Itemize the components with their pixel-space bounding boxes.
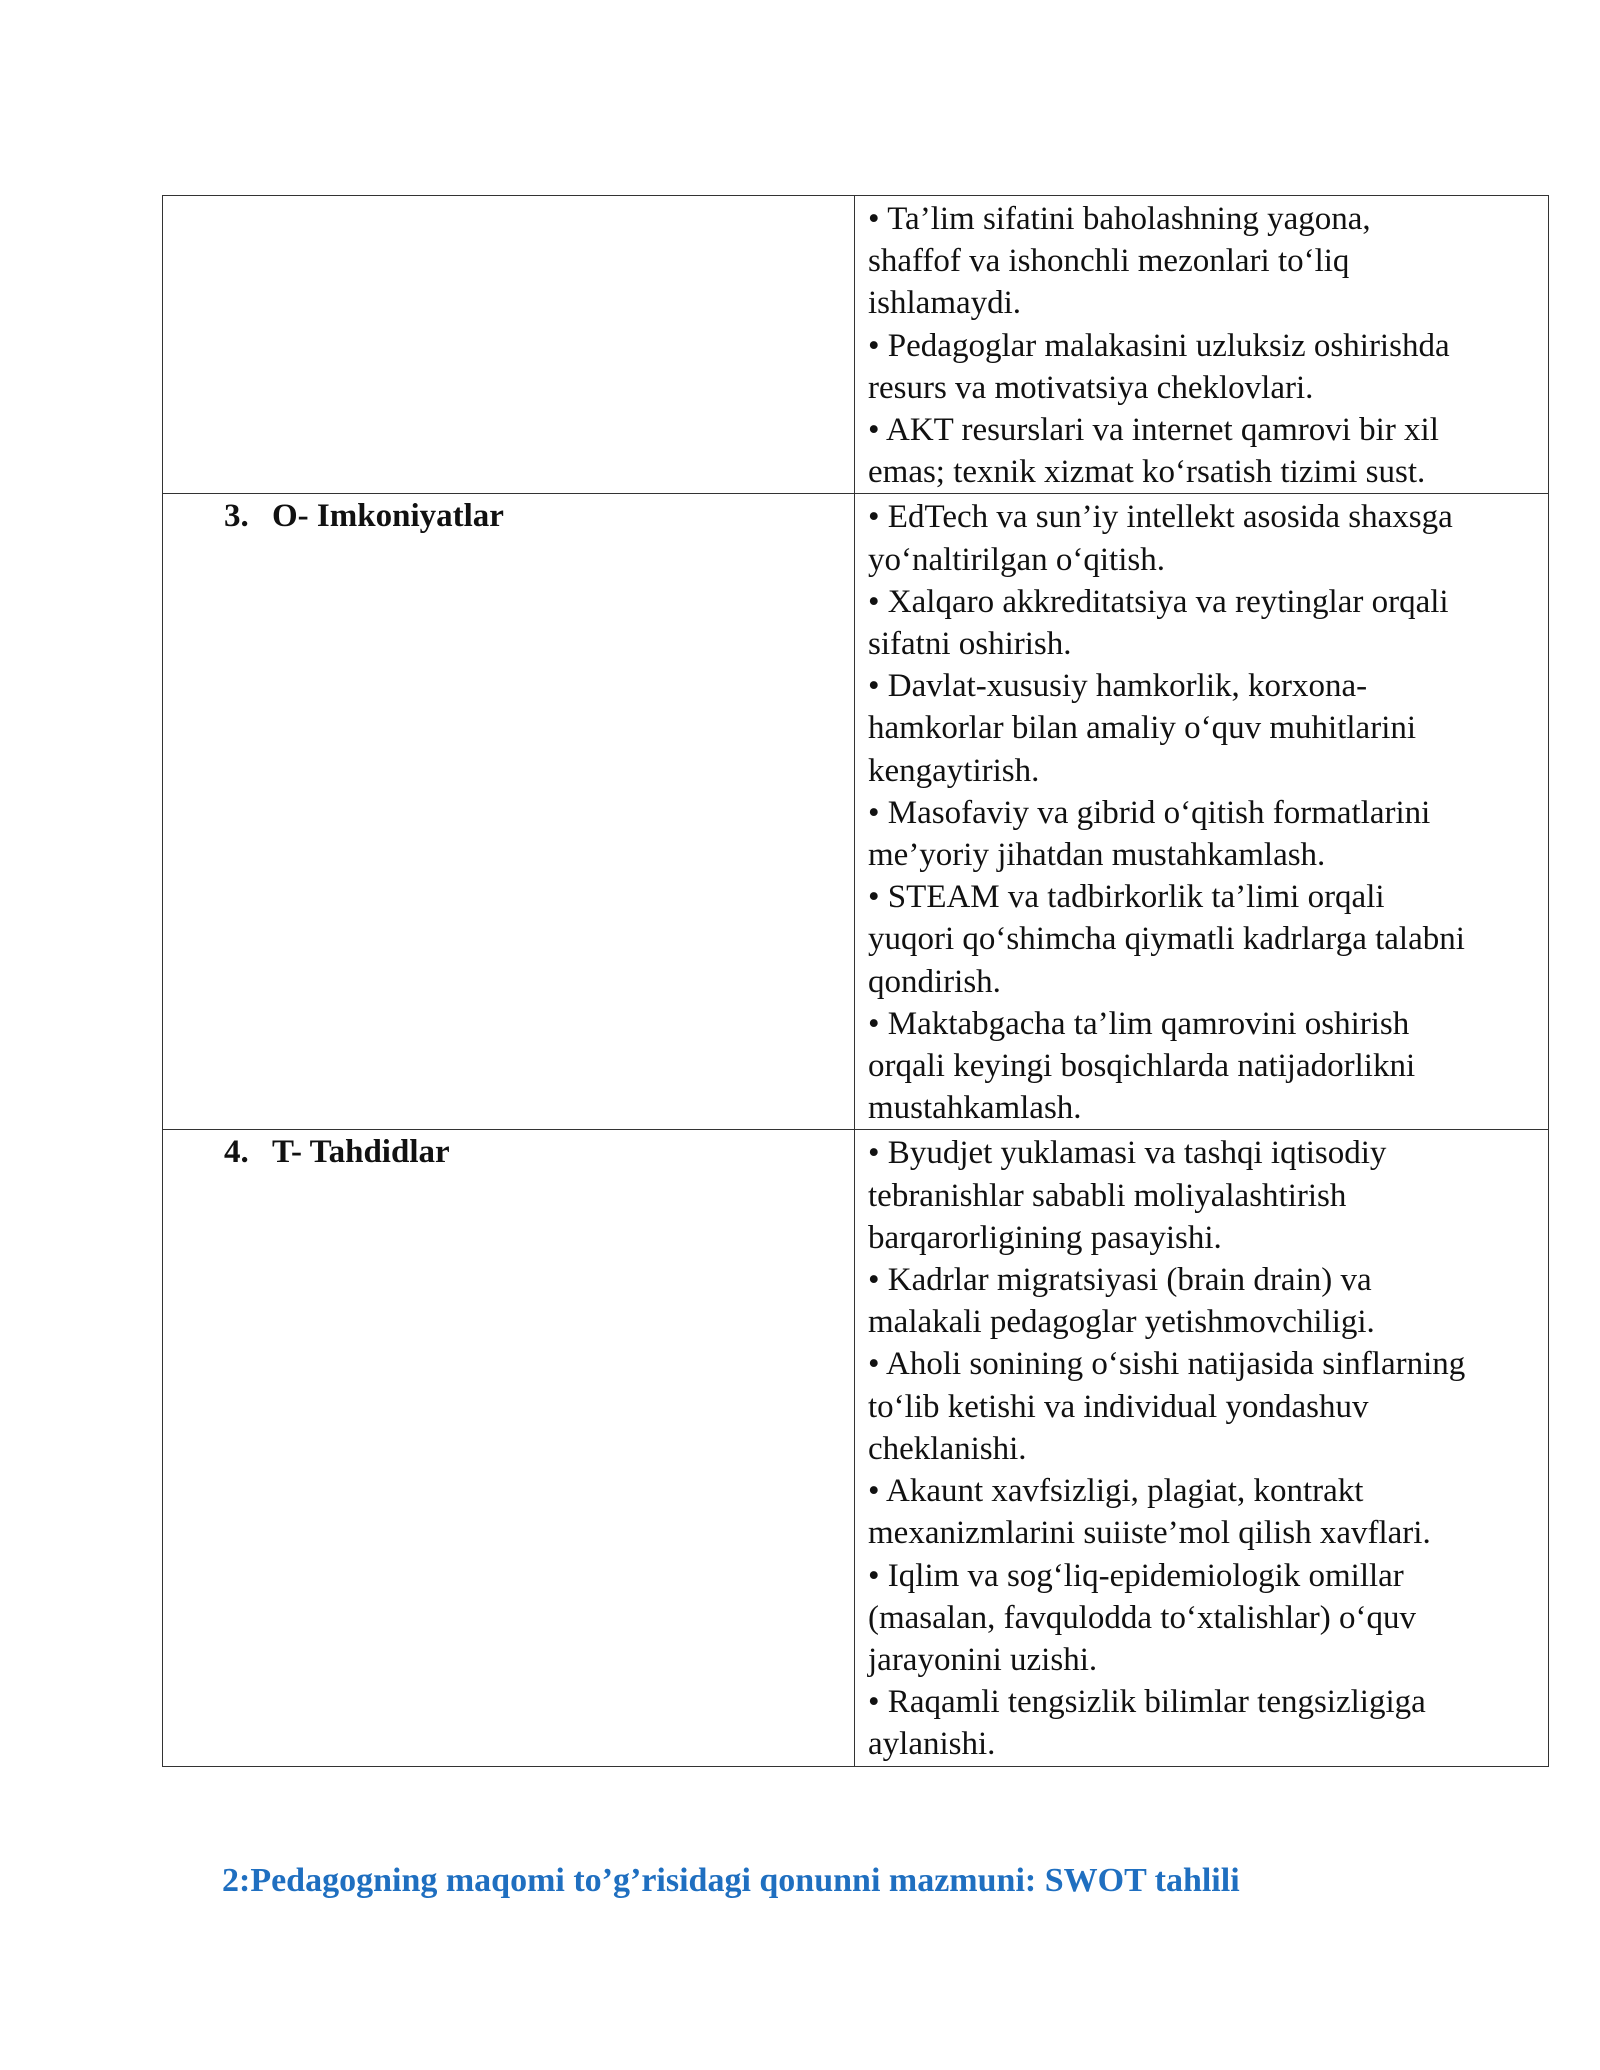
text-line: • Aholi sonining o‘sishi natijasida sinflarning bbox=[868, 1346, 1466, 1383]
table-row bbox=[163, 494, 1549, 1130]
text-line: tebranishlar sababli moliyalashtirish bbox=[868, 1177, 1347, 1214]
heading-number: 4. bbox=[224, 1134, 249, 1171]
text-line: (masalan, favqulodda to‘xtalishlar) o‘quv bbox=[868, 1599, 1416, 1636]
swot-table bbox=[162, 195, 1549, 1767]
text-line: sifatni oshirish. bbox=[868, 626, 1072, 663]
text-line: • Byudjet yuklamasi va tashqi iqtisodiy bbox=[868, 1135, 1387, 1172]
text-line: me’yoriy jihatdan mustahkamlash. bbox=[868, 837, 1326, 874]
text-line: • EdTech va sun’iy intellekt asosida shaxsga bbox=[868, 499, 1453, 536]
text-line: • Ta’lim sifatini baholashning yagona, bbox=[868, 201, 1371, 237]
section-title: 2:Pedagogning maqomi to’g’risidagi qonunni mazmuni: SWOT tahlili bbox=[222, 1862, 1240, 1899]
table-row bbox=[163, 196, 1549, 494]
table-row bbox=[163, 1130, 1549, 1766]
text-line: shaffof va ishonchli mezonlari to‘liq bbox=[868, 243, 1350, 280]
text-line: to‘lib ketishi va individual yondashuv bbox=[868, 1388, 1369, 1425]
text-line: emas; texnik xizmat ko‘rsatish tizimi sust. bbox=[868, 454, 1426, 491]
row-heading-threats bbox=[163, 1131, 854, 1173]
text-line: aylanishi. bbox=[868, 1726, 996, 1763]
text-line: mustahkamlash. bbox=[868, 1090, 1082, 1127]
text-line: • AKT resurslari va internet qamrovi bir xil bbox=[868, 412, 1439, 449]
text-line: ishlamaydi. bbox=[868, 285, 1022, 322]
text-line: orqali keyingi bosqichlarda natijadorlikni bbox=[868, 1048, 1416, 1085]
content-cell bbox=[855, 494, 1549, 1130]
text-line: • Pedagoglar malakasini uzluksiz oshirishda bbox=[868, 327, 1450, 364]
row-heading-opportunities bbox=[163, 495, 854, 537]
text-line: cheklanishi. bbox=[868, 1430, 1027, 1467]
text-line: qondirish. bbox=[868, 963, 1001, 1000]
text-line: hamkorlar bilan amaliy o‘quv muhitlarini bbox=[868, 710, 1417, 747]
content-cell bbox=[855, 1130, 1549, 1766]
heading-text: T- Tahdidlar bbox=[272, 1134, 450, 1171]
text-line: • Akaunt xavfsizligi, plagiat, kontrakt bbox=[868, 1473, 1364, 1510]
text-line: yuqori qo‘shimcha qiymatli kadrlarga talabni bbox=[868, 921, 1465, 958]
text-line: • Raqamli tengsizlik bilimlar tengsizligiga bbox=[868, 1684, 1426, 1721]
text-line: mexanizmlarini suiiste’mol qilish xavflari. bbox=[868, 1515, 1431, 1552]
cell-text bbox=[855, 198, 1548, 493]
text-line: • Kadrlar migratsiyasi (brain drain) va bbox=[868, 1262, 1372, 1299]
text-line: • Xalqaro akkreditatsiya va reytinglar orqali bbox=[868, 583, 1449, 620]
text-line: barqarorligining pasayishi. bbox=[868, 1219, 1222, 1256]
heading-number: 3. bbox=[224, 498, 249, 535]
text-line: • STEAM va tadbirkorlik ta’limi orqali bbox=[868, 879, 1385, 916]
heading-cell bbox=[163, 1130, 855, 1766]
heading-cell bbox=[163, 196, 855, 494]
text-line: malakali pedagoglar yetishmovchiligi. bbox=[868, 1304, 1375, 1341]
text-line: resurs va motivatsiya cheklovlari. bbox=[868, 369, 1314, 406]
text-line: yo‘naltirilgan o‘qitish. bbox=[868, 541, 1165, 578]
heading-text: O- Imkoniyatlar bbox=[272, 498, 504, 535]
text-line: kengaytirish. bbox=[868, 752, 1040, 789]
cell-text bbox=[855, 496, 1548, 1129]
text-line: jarayonini uzishi. bbox=[868, 1641, 1098, 1678]
text-line: • Maktabgacha ta’lim qamrovini oshirish bbox=[868, 1005, 1410, 1042]
text-line: • Iqlim va sog‘liq-epidemiologik omillar bbox=[868, 1557, 1404, 1594]
heading-cell bbox=[163, 494, 855, 1130]
content-cell bbox=[855, 196, 1549, 494]
cell-text bbox=[855, 1132, 1548, 1765]
text-line: • Davlat-xususiy hamkorlik, korxona- bbox=[868, 668, 1368, 705]
text-line: • Masofaviy va gibrid o‘qitish formatlarini bbox=[868, 794, 1431, 831]
